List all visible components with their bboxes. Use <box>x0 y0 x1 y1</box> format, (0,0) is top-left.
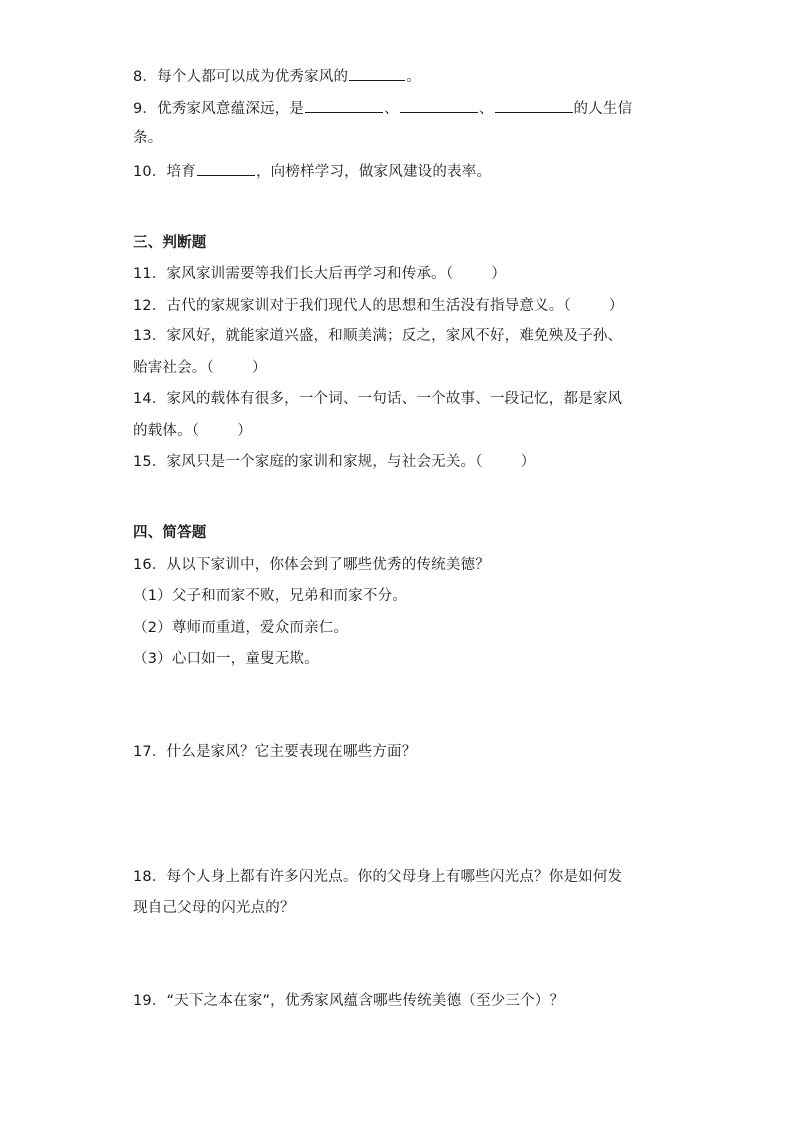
question-11: 11．家风家训需要等我们长大后再学习和传承。（ ） <box>133 266 507 282</box>
question-17: 17．什么是家风？它主要表现在哪些方面？ <box>133 744 417 760</box>
question-18-continued: 现自己父母的闪光点的？ <box>133 900 295 916</box>
question-8: 8．每个人都可以成为优秀家风的 。 <box>133 65 421 87</box>
question-13-continued: 贻害社会。（ ） <box>133 360 267 376</box>
answer-blank[interactable] <box>197 160 255 176</box>
question-14-continued: 的载体。（ ） <box>133 423 252 439</box>
section-heading-judgement: 三、判断题 <box>133 235 207 251</box>
question-9: 9．优秀家风意蕴深远，是 、 、 的人生信 <box>133 97 632 119</box>
question-19: 19．“天下之本在家”，优秀家风蕴含哪些传统美德（至少三个）？ <box>133 993 565 1009</box>
section-heading-short-answer: 四、简答题 <box>133 525 207 541</box>
question-16-item: （3）心口如一，童叟无欺。 <box>133 651 319 667</box>
question-16-item: （2）尊师而重道，爱众而亲仁。 <box>133 620 349 636</box>
question-9-continued: 条。 <box>133 130 163 146</box>
question-14: 14．家风的载体有很多，一个词、一句话、一个故事、一段记忆，都是家风 <box>133 391 623 407</box>
question-16: 16．从以下家训中，你体会到了哪些优秀的传统美德？ <box>133 557 490 573</box>
answer-blank[interactable] <box>349 65 405 81</box>
question-18: 18．每个人身上都有许多闪光点。你的父母身上有哪些闪光点？你是如何发 <box>133 869 623 885</box>
question-12: 12．古代的家规家训对于我们现代人的思想和生活没有指导意义。（ ） <box>133 298 624 314</box>
answer-blank[interactable] <box>400 97 478 113</box>
answer-blank[interactable] <box>495 97 573 113</box>
question-16-item: （1）父子和而家不败，兄弟和而家不分。 <box>133 588 408 604</box>
question-15: 15．家风只是一个家庭的家训和家规，与社会无关。（ ） <box>133 454 536 470</box>
answer-blank[interactable] <box>305 97 383 113</box>
question-13: 13．家风好，就能家道兴盛，和顺美满；反之，家风不好，难免殃及子孙、 <box>133 328 623 344</box>
question-10: 10．培育 ，向榜样学习，做家风建设的表率。 <box>133 160 491 182</box>
